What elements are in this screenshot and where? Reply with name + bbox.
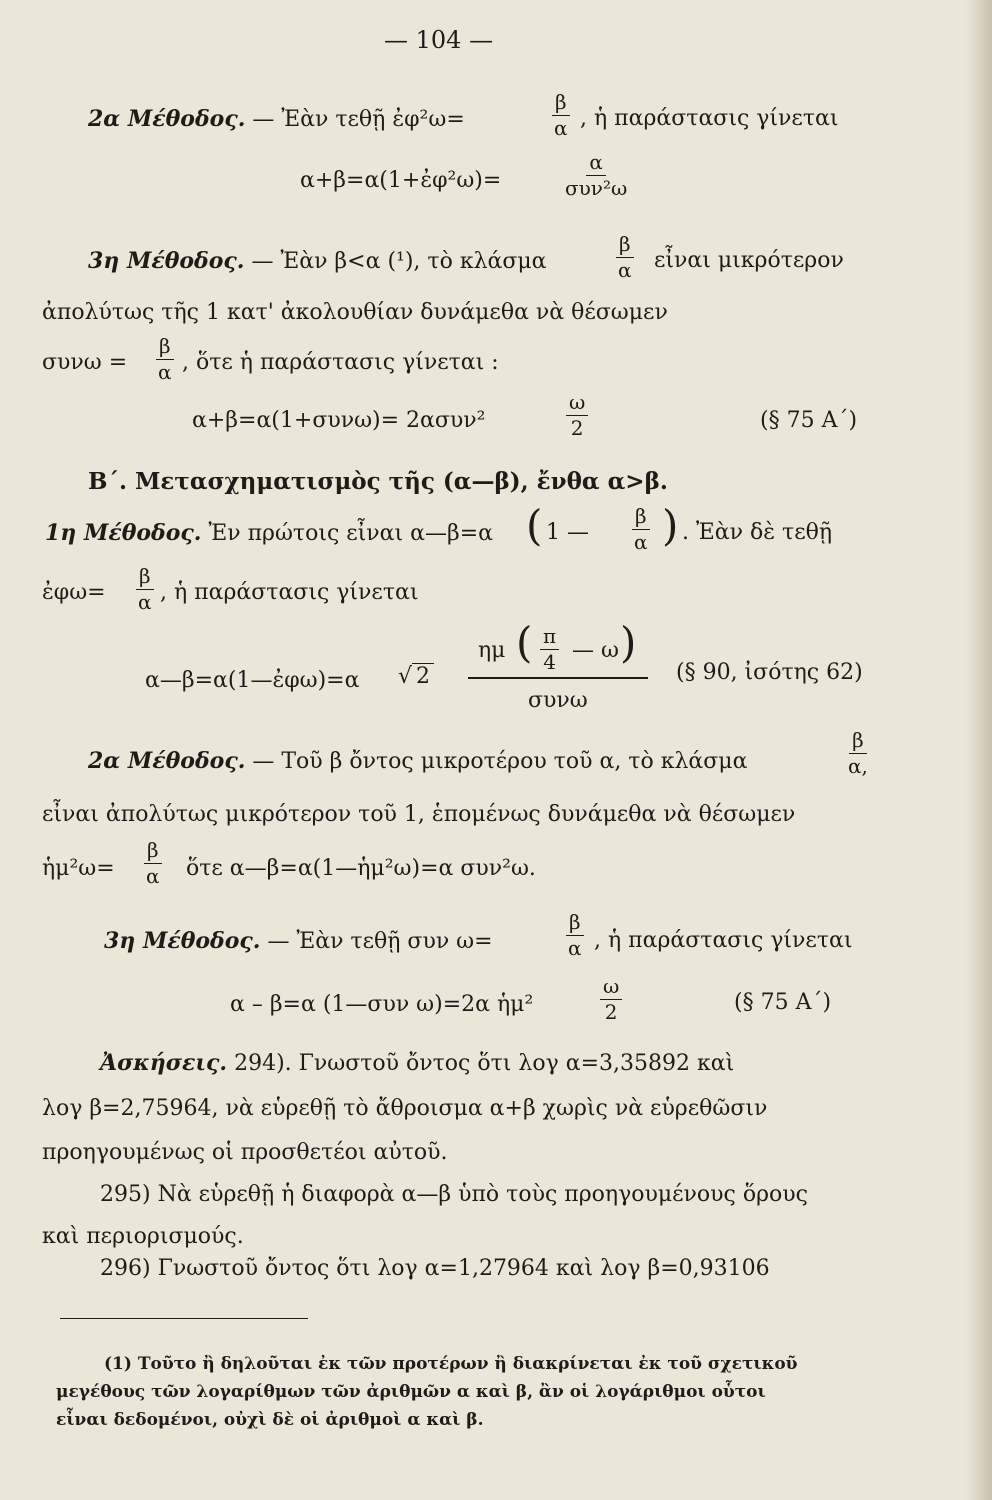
method-heading: 2α Μέθοδος.: [88, 106, 246, 132]
fraction: [566, 392, 588, 439]
text-line: συνω =: [42, 350, 128, 375]
fraction-numerator: β: [632, 506, 650, 530]
exercises-label: Ἀσκήσεις.: [100, 1050, 228, 1076]
fraction: [616, 234, 634, 281]
fraction-numerator: β: [566, 912, 584, 936]
method-text: — Τοῦ β ὄντος μικροτέρου τοῦ α, τὸ κλάσμα: [252, 749, 748, 774]
text-line: , ὅτε ἡ παράστασις γίνεται :: [182, 350, 499, 375]
method-3-heading-b: [104, 930, 493, 953]
equation-inner: — ω: [572, 638, 619, 663]
footnote-line-2: μεγέθους τῶν λογαρίθμων τῶν ἀριθμῶν α καὶ β, ἂν οἱ λογάριθμοι οὗτοι: [56, 1382, 766, 1402]
footnote-line-3: εἶναι δεδομένοι, οὐχὶ δὲ οἱ ἀριθμοὶ α καὶ β.: [56, 1410, 484, 1430]
fraction-numerator: π: [540, 626, 559, 650]
square-root: √ 2: [398, 664, 434, 689]
paren-right: ): [620, 618, 637, 667]
text-line: ἡμ²ω=: [42, 856, 115, 881]
text-line: , ἡ παράστασις γίνεται: [160, 580, 419, 605]
equation: α+β=α(1+συνω)= 2ασυν²: [192, 408, 486, 433]
exercise-294-line-2: λογ β=2,75964, νὰ εὑρεθῇ τὸ ἄθροισμα α+β χωρὶς νὰ εὑρεθῶσιν: [42, 1096, 768, 1121]
method-text: . Ἐὰν δὲ τεθῇ: [682, 520, 833, 545]
equation-inner: 1 —: [546, 520, 589, 545]
text-line: ἐφω=: [42, 580, 106, 605]
exercise-296-line-1: 296) Γνωστοῦ ὄντος ὅτι λογ α=1,27964 καὶ λογ β=0,93106: [100, 1256, 770, 1281]
page-number: — 104 —: [384, 26, 494, 54]
equation-reference: (§ 75 Α΄): [734, 990, 832, 1015]
text-line: ἀπολύτως τῆς 1 κατ' ἀκολουθίαν δυνάμεθα νὰ θέσωμεν: [42, 300, 668, 325]
fraction-denominator: α: [554, 116, 568, 140]
fraction-denominator: 2: [570, 416, 584, 440]
fraction-denominator: 2: [604, 1000, 618, 1024]
fraction-denominator: συν²ω: [565, 176, 628, 200]
fraction-numerator: β: [552, 92, 570, 116]
fraction: [600, 976, 622, 1023]
fraction: [848, 730, 868, 777]
method-heading: 3η Μέθοδος.: [88, 248, 245, 274]
fraction: [565, 152, 627, 199]
method-heading: 2α Μέθοδος.: [88, 748, 246, 774]
footnote-separator: [60, 1318, 308, 1319]
fraction: [552, 92, 570, 139]
fraction-denominator: α: [158, 360, 172, 384]
paren-right: ): [662, 501, 679, 550]
fraction-numerator: ω: [566, 392, 588, 416]
fraction-denominator: α: [618, 258, 632, 282]
paren-left: (: [516, 618, 533, 667]
fraction-numerator: α: [586, 152, 606, 176]
exercise-294-line-3: προηγουμένως οἱ προσθετέοι αὐτοῦ.: [42, 1140, 448, 1165]
method-text: Ἐν πρώτοις εἶναι α—β=α: [208, 521, 494, 546]
fraction-denominator: 4: [543, 650, 556, 674]
method-text: , ἡ παράστασις γίνεται: [580, 106, 839, 131]
fraction-numerator: β: [144, 840, 162, 864]
equation-numerator: ημ: [478, 638, 506, 663]
equation: α – β=α (1—συν ω)=2α ἡμ²: [230, 992, 534, 1017]
exercise-295-line-1: 295) Νὰ εὑρεθῇ ἡ διαφορὰ α—β ὑπὸ τοὺς προηγουμένους ὅρους: [100, 1182, 808, 1207]
equation: α+β=α(1+ἐφ²ω)=: [300, 168, 502, 193]
fraction-numerator: β: [616, 234, 634, 258]
fraction-denominator: α: [634, 530, 648, 554]
exercise-text: 294). Γνωστοῦ ὄντος ὅτι λογ α=3,35892 καὶ: [234, 1051, 735, 1076]
method-text: — Ἐὰν τεθῇ συν ω=: [267, 929, 493, 954]
method-2-heading-b: [88, 750, 747, 773]
fraction-numerator: β: [156, 336, 174, 360]
method-heading: 3η Μέθοδος.: [104, 928, 261, 954]
fraction: [144, 840, 162, 887]
text-line: ὅτε α—β=α(1—ἡμ²ω)=α συν²ω.: [186, 856, 536, 881]
fraction: [632, 506, 650, 553]
fraction: [566, 912, 584, 959]
radicand: 2: [412, 663, 434, 689]
method-2-heading-a: [88, 108, 465, 131]
fraction-bar: [468, 677, 648, 679]
equation-denominator: συνω: [528, 688, 588, 713]
fraction-denominator: α: [138, 590, 152, 614]
footnote-line-1: (1) Τοῦτο ἢ δηλοῦται ἐκ τῶν προτέρων ἢ διακρίνεται ἐκ τοῦ σχετικοῦ: [104, 1354, 798, 1374]
equation-reference: (§ 90, ἰσότης 62): [676, 660, 863, 685]
method-3-heading-a: [88, 250, 547, 273]
text-line: εἶναι ἀπολύτως μικρότερον τοῦ 1, ἑπομένως δυνάμεθα νὰ θέσωμεν: [42, 802, 796, 827]
exercise-295-line-2: καὶ περιορισμούς.: [42, 1224, 244, 1249]
method-text: , ἡ παράστασις γίνεται: [594, 928, 853, 953]
fraction-denominator: α: [568, 936, 582, 960]
fraction-denominator: α: [146, 864, 160, 888]
page-spine-shadow: [966, 0, 992, 1500]
paren-left: (: [526, 501, 543, 550]
method-text: — Ἐὰν β<α (¹), τὸ κλάσμα: [251, 249, 547, 274]
fraction-numerator: β: [849, 730, 867, 754]
method-1-heading-b: [45, 522, 493, 545]
fraction: [136, 566, 154, 613]
section-title: Β΄. Μετασχηματισμὸς τῆς (α—β), ἔνθα α>β.: [88, 468, 668, 495]
fraction-denominator: α,: [848, 754, 868, 778]
fraction-numerator: β: [136, 566, 154, 590]
equation: α—β=α(1—ἐφω)=α: [145, 668, 360, 693]
exercise-294-line-1: [100, 1052, 734, 1075]
fraction: [540, 626, 559, 673]
method-text: εἶναι μικρότερον: [654, 248, 844, 273]
equation-reference: (§ 75 Α΄): [760, 408, 858, 433]
fraction: [156, 336, 174, 383]
fraction-numerator: ω: [600, 976, 622, 1000]
method-heading: 1η Μέθοδος.: [45, 520, 202, 546]
method-text: — Ἐὰν τεθῇ ἐφ²ω=: [252, 107, 465, 132]
